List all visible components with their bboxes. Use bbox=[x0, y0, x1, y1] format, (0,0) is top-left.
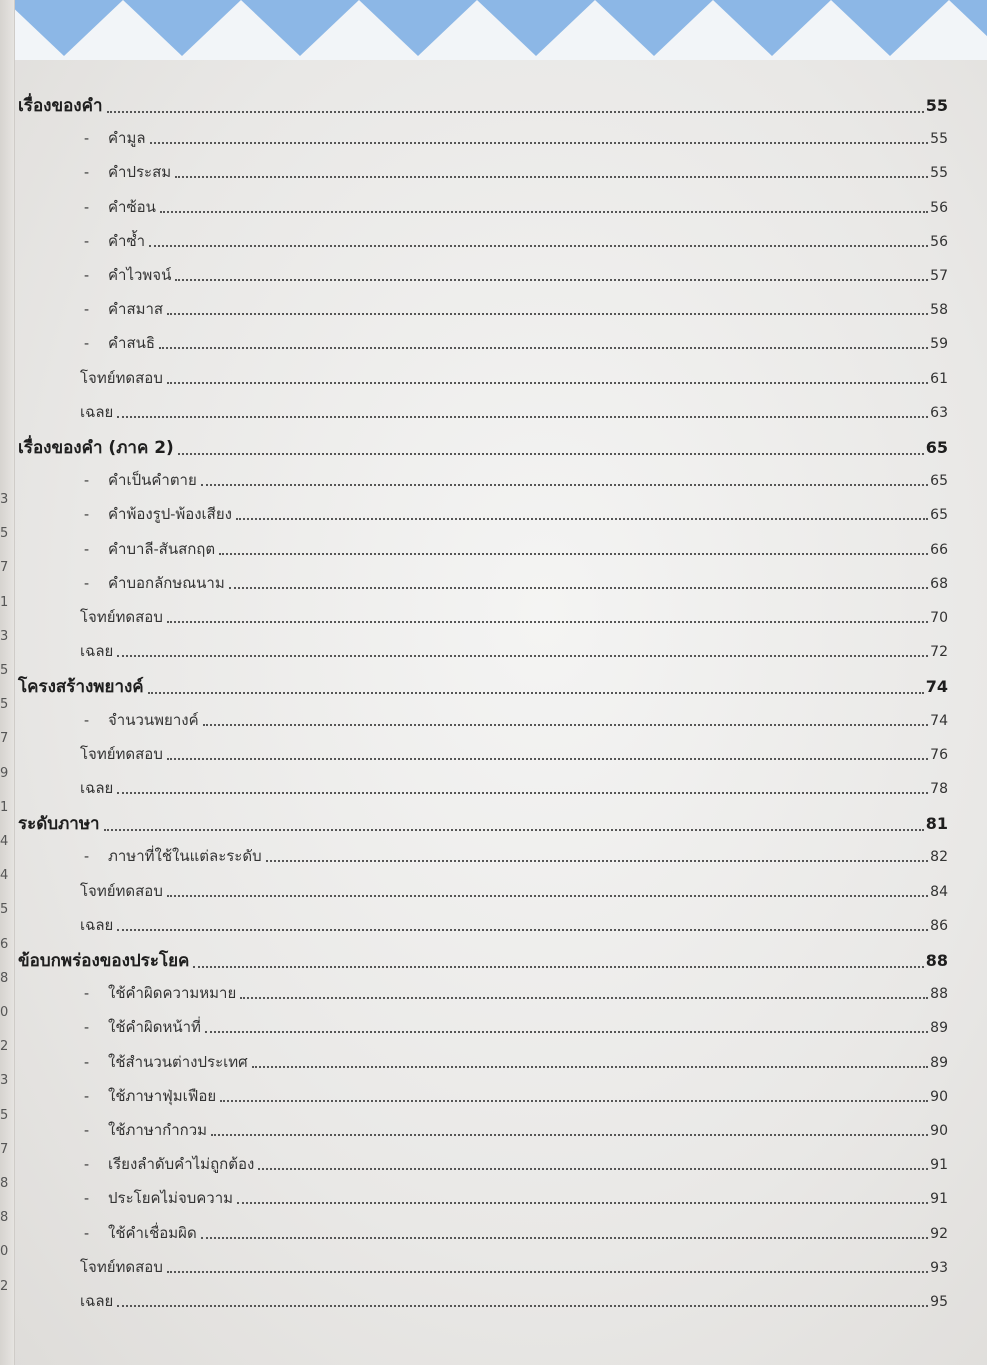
margin-number: 7 bbox=[0, 1141, 9, 1157]
dot-leader bbox=[266, 860, 929, 862]
toc-section-row bbox=[18, 434, 948, 461]
page-number: 91 bbox=[930, 1191, 948, 1208]
entry-title: คำซ้อน bbox=[108, 197, 156, 216]
toc-entry-row bbox=[18, 126, 948, 150]
page-number: 78 bbox=[930, 781, 948, 797]
bullet-dash: - bbox=[84, 266, 90, 284]
page-number: 56 bbox=[930, 199, 948, 216]
margin-number: 3 bbox=[0, 492, 9, 507]
entry-title: โจทย์ทดสอบ bbox=[80, 368, 163, 387]
toc-entry-row bbox=[18, 1084, 948, 1108]
page-number: 93 bbox=[930, 1259, 948, 1276]
entry-title: คำสมาส bbox=[108, 300, 164, 319]
page-number: 55 bbox=[930, 165, 948, 182]
entry-title: เฉลย bbox=[80, 915, 114, 934]
entry-title: เรียงลำดับคำไม่ถูกต้อง bbox=[108, 1155, 255, 1174]
dot-leader bbox=[117, 929, 928, 931]
dot-leader bbox=[201, 1237, 928, 1239]
dot-leader bbox=[150, 142, 929, 144]
entry-title: คำสนธิ bbox=[108, 334, 156, 353]
entry-title: โจทย์ทดสอบ bbox=[80, 608, 163, 626]
section-title: โครงสร้างพยางค์ bbox=[18, 677, 144, 698]
margin-number: 8 bbox=[0, 1210, 9, 1226]
dot-leader bbox=[205, 1031, 928, 1033]
toc-entry-row bbox=[18, 1050, 948, 1074]
toc-entry-row bbox=[18, 605, 948, 629]
margin-number: 3 bbox=[0, 1073, 9, 1089]
dot-leader bbox=[167, 313, 928, 315]
entry-title: เฉลย bbox=[80, 642, 114, 661]
dot-leader bbox=[220, 1100, 928, 1102]
entry-title: ใช้ภาษาฟุ่มเฟือย bbox=[108, 1086, 217, 1105]
toc-section-row bbox=[18, 92, 948, 119]
margin-number: 1 bbox=[0, 799, 9, 815]
dot-leader bbox=[167, 758, 928, 760]
bullet-dash: - bbox=[84, 471, 90, 490]
toc-entry-row bbox=[18, 1255, 948, 1279]
page-number: 91 bbox=[930, 1157, 948, 1174]
page-number: 70 bbox=[930, 610, 948, 626]
bullet-dash: - bbox=[84, 539, 90, 558]
dot-leader bbox=[117, 416, 928, 418]
section-title: ระดับภาษา bbox=[18, 814, 100, 835]
entry-title: คำไวพจน์ bbox=[108, 266, 172, 284]
page-number: 61 bbox=[930, 370, 948, 387]
bullet-dash: - bbox=[84, 847, 90, 866]
dot-leader bbox=[107, 111, 924, 113]
page-number: 90 bbox=[930, 1088, 948, 1105]
toc-entry-row bbox=[18, 502, 948, 526]
toc-entry-row bbox=[18, 1152, 948, 1176]
dot-leader bbox=[175, 176, 928, 178]
entry-title: ใช้ภาษากำกวม bbox=[108, 1121, 208, 1139]
dot-leader bbox=[167, 1271, 928, 1273]
toc-entry-row bbox=[18, 537, 948, 561]
dot-leader bbox=[178, 453, 924, 455]
toc-entry-row bbox=[18, 1186, 948, 1210]
margin-number: 5 bbox=[0, 526, 9, 542]
dot-leader bbox=[240, 997, 928, 999]
margin-number: 8 bbox=[0, 1176, 9, 1191]
page-number: 57 bbox=[930, 268, 948, 284]
bullet-dash: - bbox=[84, 231, 90, 250]
margin-number: 7 bbox=[0, 731, 9, 747]
dot-leader bbox=[167, 621, 928, 623]
margin-number: 7 bbox=[0, 560, 9, 576]
page-number: 82 bbox=[930, 849, 948, 866]
margin-strip bbox=[0, 0, 15, 1365]
bullet-dash: - bbox=[84, 1052, 90, 1071]
dot-leader bbox=[252, 1066, 928, 1068]
toc-entry-row bbox=[18, 331, 948, 355]
dot-leader bbox=[211, 1134, 928, 1136]
bullet-dash: - bbox=[84, 573, 90, 592]
page-number: 63 bbox=[930, 404, 948, 421]
entry-title: คำบาลี-สันสกฤต bbox=[108, 539, 216, 558]
page-number: 81 bbox=[925, 814, 948, 834]
page-number: 74 bbox=[930, 712, 948, 729]
entry-title: คำพ้องรูป-พ้องเสียง bbox=[108, 505, 232, 524]
margin-number: 5 bbox=[0, 697, 9, 713]
bullet-dash: - bbox=[84, 1121, 90, 1139]
toc-entry-row bbox=[18, 468, 948, 492]
dot-leader bbox=[117, 1305, 928, 1307]
entry-title: จำนวนพยางค์ bbox=[108, 710, 199, 729]
toc-entry-row bbox=[18, 1118, 948, 1142]
page-number: 76 bbox=[930, 746, 948, 763]
entry-title: คำเป็นคำตาย bbox=[108, 471, 197, 490]
bullet-dash: - bbox=[84, 197, 90, 216]
page-number: 55 bbox=[925, 96, 948, 115]
margin-number: 5 bbox=[0, 663, 9, 678]
bullet-dash: - bbox=[84, 334, 90, 353]
section-title: เรื่องของคำ bbox=[18, 96, 103, 116]
entry-title: ประโยคไม่จบความ bbox=[108, 1189, 234, 1208]
page-number: 72 bbox=[930, 644, 948, 661]
page-number: 89 bbox=[930, 1020, 948, 1037]
entry-title: ใช้คำเชื่อมผิด bbox=[108, 1223, 197, 1242]
entry-title: โจทย์ทดสอบ bbox=[80, 1257, 163, 1276]
dot-leader bbox=[193, 966, 923, 968]
entry-title: ใช้สำนวนต่างประเทศ bbox=[108, 1052, 248, 1071]
toc-entry-row bbox=[18, 263, 948, 287]
bullet-dash: - bbox=[84, 1086, 90, 1105]
toc-entry-row bbox=[18, 571, 948, 595]
dot-leader bbox=[149, 245, 928, 247]
page-number: 92 bbox=[930, 1225, 948, 1242]
toc-entry-row bbox=[18, 1015, 948, 1039]
dot-leader bbox=[237, 1202, 928, 1204]
entry-title: คำประสม bbox=[108, 163, 172, 182]
bullet-dash: - bbox=[84, 1018, 90, 1037]
margin-number: 0 bbox=[0, 1005, 9, 1020]
entry-title: ใช้คำผิดความหมาย bbox=[108, 984, 237, 1003]
toc-entry-row bbox=[18, 297, 948, 321]
dot-leader bbox=[104, 829, 924, 831]
toc-entry-row bbox=[18, 400, 948, 424]
section-title: ข้อบกพร่องของประโยค bbox=[18, 951, 190, 971]
margin-number: 1 bbox=[0, 594, 9, 610]
dot-leader bbox=[229, 587, 928, 589]
dot-leader bbox=[117, 655, 928, 657]
entry-title: โจทย์ทดสอบ bbox=[80, 881, 163, 900]
page-number: 59 bbox=[930, 336, 948, 353]
page-number: 65 bbox=[930, 473, 948, 490]
decorative-banner bbox=[0, 0, 987, 60]
toc-entry-row bbox=[18, 1221, 948, 1245]
margin-number: 3 bbox=[0, 628, 9, 644]
entry-title: โจทย์ทดสอบ bbox=[80, 744, 163, 763]
dot-leader bbox=[148, 692, 924, 694]
page-number: 89 bbox=[930, 1054, 948, 1071]
margin-number: 2 bbox=[0, 1278, 9, 1294]
bullet-dash: - bbox=[84, 129, 90, 148]
section-title: เรื่องของคำ (ภาค 2) bbox=[18, 438, 174, 458]
bullet-dash: - bbox=[84, 300, 90, 319]
page-number: 86 bbox=[930, 917, 948, 934]
entry-title: คำมูล bbox=[108, 129, 146, 148]
dot-leader bbox=[159, 347, 928, 349]
margin-number: 6 bbox=[0, 936, 9, 952]
toc-entry-row bbox=[18, 1289, 948, 1313]
margin-number: 5 bbox=[0, 902, 9, 918]
margin-number: 8 bbox=[0, 970, 9, 986]
page-number: 95 bbox=[930, 1294, 948, 1310]
entry-title: เฉลย bbox=[80, 779, 114, 797]
page-number: 74 bbox=[925, 677, 948, 697]
entry-title: เฉลย bbox=[80, 402, 114, 421]
toc-entry-row bbox=[18, 229, 948, 253]
dot-leader bbox=[167, 382, 928, 384]
dot-leader bbox=[236, 518, 928, 520]
dot-leader bbox=[203, 724, 929, 726]
margin-number: 4 bbox=[0, 834, 9, 849]
dot-leader bbox=[167, 895, 928, 897]
toc-entry-row bbox=[18, 160, 948, 184]
bullet-dash: - bbox=[84, 1189, 90, 1208]
toc-entry-row bbox=[18, 195, 948, 219]
toc-section-row bbox=[18, 673, 948, 700]
entry-title: คำบอกลักษณนาม bbox=[108, 573, 225, 592]
toc-entry-row bbox=[18, 708, 948, 732]
entry-title: เฉลย bbox=[80, 1292, 114, 1310]
margin-number: 0 bbox=[0, 1244, 9, 1260]
toc-entry-row bbox=[18, 879, 948, 903]
page-number: 65 bbox=[925, 438, 948, 457]
entry-title: ใช้คำผิดหน้าที่ bbox=[108, 1018, 201, 1037]
dot-leader bbox=[201, 484, 928, 486]
toc-section-row bbox=[18, 810, 948, 837]
toc-entry-row bbox=[18, 366, 948, 390]
page-number: 88 bbox=[930, 986, 948, 1003]
page-number: 66 bbox=[930, 541, 948, 558]
page-number: 90 bbox=[930, 1123, 948, 1139]
margin-number: 9 bbox=[0, 765, 9, 781]
page-number: 88 bbox=[925, 951, 948, 970]
page-number: 84 bbox=[930, 883, 948, 900]
toc-entry-row bbox=[18, 639, 948, 663]
bullet-dash: - bbox=[84, 163, 90, 182]
dot-leader bbox=[219, 553, 928, 555]
toc-entry-row bbox=[18, 844, 948, 868]
dot-leader bbox=[117, 792, 928, 794]
entry-title: ภาษาที่ใช้ในแต่ละระดับ bbox=[108, 847, 262, 866]
entry-title: คำซ้ำ bbox=[108, 231, 146, 250]
dot-leader bbox=[258, 1168, 928, 1170]
bullet-dash: - bbox=[84, 984, 90, 1003]
page-number: 55 bbox=[930, 131, 948, 148]
bullet-dash: - bbox=[84, 1155, 90, 1174]
toc-entry-row bbox=[18, 776, 948, 800]
toc-section-row bbox=[18, 947, 948, 974]
page-number: 68 bbox=[930, 575, 948, 592]
page-number: 58 bbox=[930, 302, 948, 319]
toc-entry-row bbox=[18, 981, 948, 1005]
bullet-dash: - bbox=[84, 1223, 90, 1242]
page-number: 65 bbox=[930, 507, 948, 524]
toc-entry-row bbox=[18, 742, 948, 766]
bullet-dash: - bbox=[84, 505, 90, 524]
dot-leader bbox=[175, 279, 928, 281]
dot-leader bbox=[160, 211, 928, 213]
margin-number: 4 bbox=[0, 868, 9, 884]
toc-entry-row bbox=[18, 913, 948, 937]
margin-number: 2 bbox=[0, 1039, 9, 1055]
page-number: 56 bbox=[930, 233, 948, 250]
margin-number: 5 bbox=[0, 1107, 9, 1123]
bullet-dash: - bbox=[84, 710, 90, 729]
